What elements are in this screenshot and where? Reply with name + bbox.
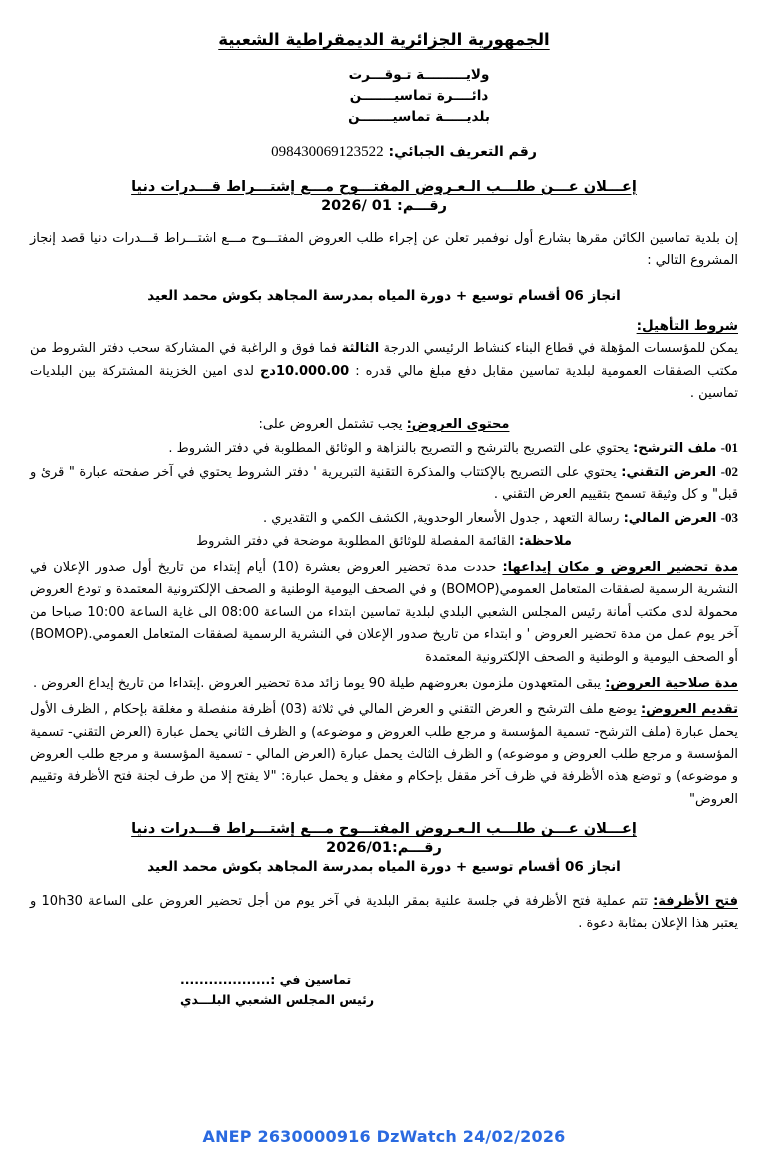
qualification-text-before: يمكن للمؤسسات المؤهلة في قطاع البناء كنشاط الرئيسي الدرجة (379, 341, 738, 357)
opening-text: تتم عملية فتح الأظرفة في جلسة علنية بمقر البلدية في آخر يوم من أجل تحضير العروض على الساعة 10h30 و يعتبر هذا الإعلان بمثابة دعوة . (30, 894, 738, 932)
tax-id-label: رقم التعريف الجبائي: (388, 143, 537, 160)
offer-item-number-1: 01- (720, 439, 738, 455)
admin-line-daira: دائــــرة تماسيـــــــن (349, 87, 489, 104)
signature-signer-title: رئيس المجلس الشعبي البلـــدي (180, 991, 375, 1007)
announcement-title: إعـــلان عـــن طلـــب الـعـروض المفتـــوح مـــع إشتـــراط قـــدرات دنيا (131, 178, 637, 195)
offer-item-financial (30, 507, 738, 530)
offers-content-heading-row (30, 414, 738, 436)
republic-heading: الجمهورية الجزائرية الديمقراطية الشعبية (218, 30, 550, 49)
presentation-text: يوضع ملف الترشح و العرض التقني و العرض المالي في ثلاثة (03) أظرفة منفصلة و مغلقة بإحكام , الظرف الأول يحمل عبارة (ملف الترشح- تسمية المؤسسة و مرجع طلب العروض و موضوعه) و الظرف الثاني يحمل عبارة (العرض التقني- تسمية المؤسسة و مرجع طلب العروض و موضوعه) و الظرف الثالث يحمل عبارة (العرض المالي - تسمية المؤسسة و مرجع طلب العروض و موضوعه) و توضع هذه الأظرفة في ظرف آخر مقفل بإحكام و مغفل و يحمل عبارة: "لا يفتح إلا من طرف لجنة فتح الأظرفة وتقييم العروض" (30, 702, 738, 807)
validity-text: يبقى المتعهدون ملزمون بعروضهم طيلة 90 يوما زائد مدة تحضير العروض .إبتداءا من تاريخ إيداع العروض . (32, 675, 606, 691)
offer-item-technical (30, 461, 738, 506)
qualification-grade: الثالثة (341, 341, 380, 357)
offer-item-text-3: رسالة التعهد , جدول الأسعار الوحدوية, الكشف الكمي و التقديري . (262, 510, 624, 526)
signature-place-date: تماسين في :................... (180, 971, 352, 987)
project-designation: انجاز 06 أقسام توسيع + دورة المياه بمدرسة المجاهد بكوش محمد العيد (147, 288, 621, 305)
document-page (0, 30, 768, 1168)
repeated-project-designation: انجاز 06 أقسام توسيع + دورة المياه بمدرسة المجاهد بكوش محمد العيد (147, 859, 621, 876)
offers-note (30, 531, 738, 553)
anep-footer: ANEP 2630000916 DzWatch 24/02/2026 (202, 1127, 566, 1146)
signature-block (30, 970, 738, 1010)
offer-item-text-2: يحتوي على التصريح بالإكتتاب والمذكرة التقنية التبريرية ' دفتر الشروط يحتوي في آخر صفحته عبارة " قرئ و قبل" و كل وثيقة تسمح بتقييم العرض التقني . (30, 464, 738, 502)
repeated-announcement-number: رقـــم:2026/01 (326, 840, 442, 857)
offer-item-text-1: يحتوي على التصريح بالترشح و التصريح بالنزاهة و الوثائق المطلوبة في دفتر الشروط . (168, 440, 634, 456)
offer-item-label-2: العرض التقني: (621, 464, 717, 480)
qualification-heading: شروط التأهيل: (636, 318, 738, 335)
offers-content-heading: محتوى العروض: (406, 416, 510, 432)
preparation-heading: مدة تحضير العروض و مكان إيداعها: (502, 560, 738, 576)
offer-item-number-2: 02- (720, 463, 738, 479)
tax-id-number: 098430069123522 (271, 143, 384, 160)
offer-item-candidature (30, 437, 738, 460)
offer-item-label-3: العرض المالي: (623, 510, 717, 526)
validity-paragraph (30, 673, 738, 695)
offer-item-label-1: ملف الترشح: (633, 440, 717, 456)
opening-paragraph (30, 891, 738, 936)
repeated-announcement-block (30, 821, 738, 875)
validity-heading: مدة صلاحية العروض: (605, 675, 738, 691)
presentation-paragraph (30, 699, 738, 811)
qualification-amount: 10.000.00دج (259, 363, 350, 379)
offers-note-text: القائمة المفصلة للوثائق المطلوبة موضحة في دفتر الشروط (196, 534, 519, 550)
offers-content-heading-rest: يجب تشتمل العروض على: (258, 416, 407, 432)
qualification-paragraph (30, 338, 738, 405)
offer-item-number-3: 03- (720, 509, 738, 525)
offers-note-label: ملاحظة: (518, 534, 572, 550)
preparation-text: حددت مدة تحضير العروض بعشرة (10) أيام إبتداء من تاريخ أول صدور الإعلان في النشرية الرسمية لصفقات المتعامل العمومي(BOMOP) و في الصحف اليومية الوطنية و الصحف الإلكترونية المعتمدة و تودع العروض محمولة لدى مكتب أمانة رئيس المجلس الشعبي البلدي لبلدية تماسين ابتداء من الساعة 08:00 الى غاية الساعة 10:00 صباحا من آخر يوم عمل من مدة تحضير العروض ' و ابتداء من تاريخ صدور الإعلان في النشرية الرسمية لصفقات المتعامل العمومي.(BOMOP) أو الصحف اليومية و الوطنية و الصحف الإلكترونية المعتمدة (30, 560, 738, 665)
opening-heading: فتح الأظرفة: (653, 894, 738, 910)
repeated-announcement-title: إعـــلان عـــن طلـــب الـعـروض المفتـــوح مـــع إشتـــراط قـــدرات دنيا (131, 821, 637, 838)
preparation-paragraph (30, 557, 738, 669)
tax-identification-row (30, 144, 738, 161)
intro-paragraph: إن بلدية تماسين الكائن مقرها بشارع أول نوفمبر تعلن عن إجراء طلب العروض المفتـــوح مـــع اشتـــراط قـــدرات دنيا قصد إنجاز المشروع التالي : (30, 230, 738, 269)
qualification-text-mid: فما فوق و الراغبة في المشاركة سحب دفتر الشروط من مكتب الصفقات العمومية لبلدية تماسين مقابل دفع مبلغ مالي قدره : (30, 341, 738, 379)
announcement-number: رقـــم: 01 /2026 (321, 197, 447, 214)
presentation-heading: تقديم العروض: (640, 702, 738, 718)
admin-line-commune: بلديـــــة تماسيـــــــن (348, 108, 490, 125)
qualification-text-after: لدى امين الخزينة المشتركة بين البلديات تماسين . (30, 363, 738, 402)
administrative-block (30, 65, 738, 128)
admin-line-wilaya: ولايـــــــــة تـوقـــرت (348, 67, 490, 83)
